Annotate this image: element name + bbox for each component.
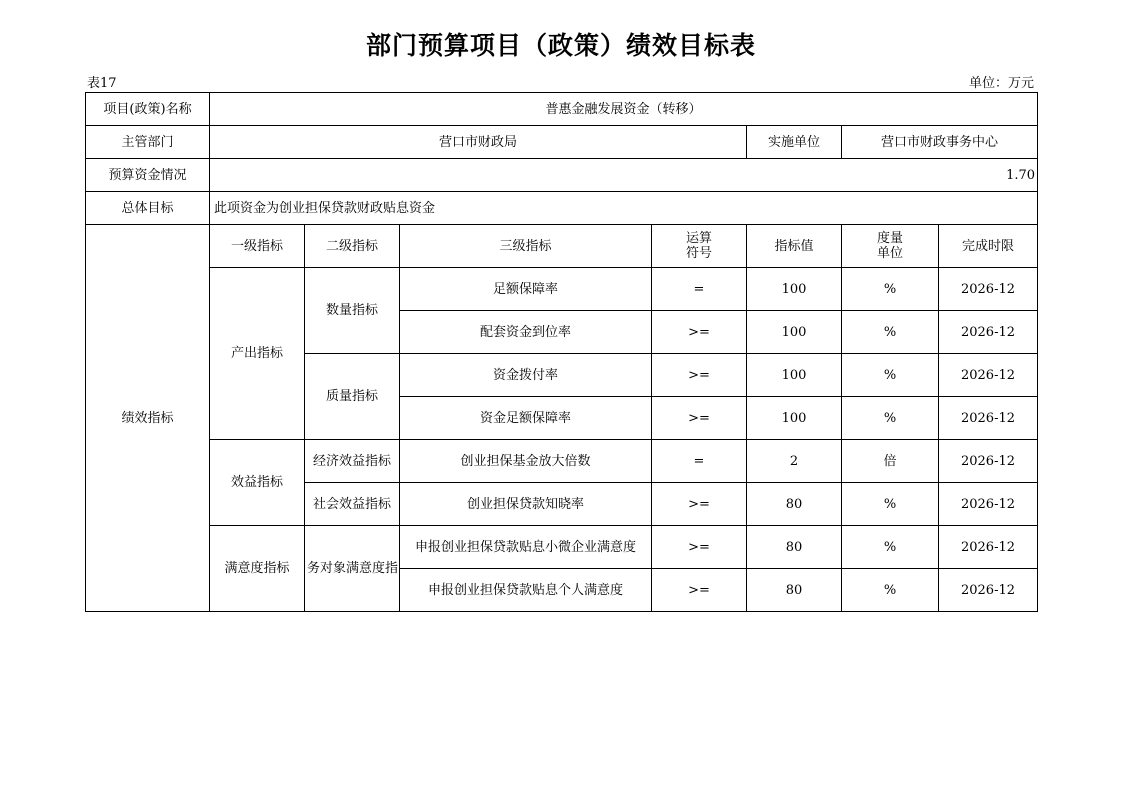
table-row bbox=[86, 268, 1038, 311]
perf-label: 绩效指标 bbox=[86, 225, 210, 612]
row-name: 创业担保基金放大倍数 bbox=[400, 440, 652, 483]
row-unit: % bbox=[842, 311, 939, 354]
row-value: 100 bbox=[747, 268, 842, 311]
budget-value: 1.70 bbox=[210, 159, 1038, 192]
row-deadline: 2026-12 bbox=[939, 569, 1038, 612]
row-operator: >= bbox=[652, 569, 747, 612]
header-level2: 二级指标 bbox=[305, 225, 400, 268]
level1-benefit: 效益指标 bbox=[210, 440, 305, 526]
header-unit-line2: 单位 bbox=[876, 246, 903, 261]
row-name: 资金拨付率 bbox=[400, 354, 652, 397]
row-deadline: 2026-12 bbox=[939, 440, 1038, 483]
unit-label: 单位：万元 bbox=[968, 76, 1034, 91]
row-operator: >= bbox=[652, 354, 747, 397]
dept-label: 主管部门 bbox=[86, 126, 210, 159]
row-unit: 倍 bbox=[842, 440, 939, 483]
row-operator: >= bbox=[652, 526, 747, 569]
row-deadline: 2026-12 bbox=[939, 483, 1038, 526]
level1-output: 产出指标 bbox=[210, 268, 305, 440]
header-unit-line1: 度量 bbox=[876, 231, 903, 246]
row-deadline: 2026-12 bbox=[939, 397, 1038, 440]
header-level3: 三级指标 bbox=[400, 225, 652, 268]
performance-table bbox=[85, 92, 1038, 612]
header-deadline: 完成时限 bbox=[939, 225, 1038, 268]
row-value: 80 bbox=[747, 526, 842, 569]
impl-value: 营口市财政事务中心 bbox=[842, 126, 1038, 159]
row-unit: % bbox=[842, 397, 939, 440]
table-number: 表17 bbox=[87, 76, 117, 91]
header-value: 指标值 bbox=[747, 225, 842, 268]
row-deadline: 2026-12 bbox=[939, 311, 1038, 354]
row-operator: >= bbox=[652, 483, 747, 526]
level2-service: 务对象满意度指 bbox=[305, 526, 400, 612]
dept-value: 营口市财政局 bbox=[210, 126, 747, 159]
row-unit: % bbox=[842, 526, 939, 569]
row-value: 100 bbox=[747, 354, 842, 397]
row-operator: >= bbox=[652, 311, 747, 354]
header-operator-line2: 符号 bbox=[685, 246, 712, 261]
project-name-label: 项目(政策)名称 bbox=[86, 93, 210, 126]
row-value: 2 bbox=[747, 440, 842, 483]
level2-quality: 质量指标 bbox=[305, 354, 400, 440]
header-level1: 一级指标 bbox=[210, 225, 305, 268]
row-unit: % bbox=[842, 354, 939, 397]
goal-label: 总体目标 bbox=[86, 192, 210, 225]
row-unit: % bbox=[842, 483, 939, 526]
row-name: 配套资金到位率 bbox=[400, 311, 652, 354]
row-value: 100 bbox=[747, 397, 842, 440]
level2-social: 社会效益指标 bbox=[305, 483, 400, 526]
goal-value: 此项资金为创业担保贷款财政贴息资金 bbox=[210, 192, 1038, 225]
page-title: 部门预算项目（政策）绩效目标表 bbox=[365, 31, 756, 60]
level2-quantity: 数量指标 bbox=[305, 268, 400, 354]
row-deadline: 2026-12 bbox=[939, 526, 1038, 569]
row-name: 资金足额保障率 bbox=[400, 397, 652, 440]
row-name: 足额保障率 bbox=[400, 268, 652, 311]
header-operator bbox=[652, 225, 747, 268]
row-operator: = bbox=[652, 440, 747, 483]
row-unit: % bbox=[842, 268, 939, 311]
table-row bbox=[86, 526, 1038, 569]
row-value: 80 bbox=[747, 569, 842, 612]
level2-economic: 经济效益指标 bbox=[305, 440, 400, 483]
header-unit bbox=[842, 225, 939, 268]
row-operator: >= bbox=[652, 397, 747, 440]
table-row bbox=[86, 440, 1038, 483]
budget-label: 预算资金情况 bbox=[86, 159, 210, 192]
row-deadline: 2026-12 bbox=[939, 354, 1038, 397]
row-deadline: 2026-12 bbox=[939, 268, 1038, 311]
project-name-value: 普惠金融发展资金（转移） bbox=[210, 93, 1038, 126]
impl-label: 实施单位 bbox=[747, 126, 842, 159]
row-name: 创业担保贷款知晓率 bbox=[400, 483, 652, 526]
row-operator: = bbox=[652, 268, 747, 311]
row-name: 申报创业担保贷款贴息小微企业满意度 bbox=[400, 526, 652, 569]
row-unit: % bbox=[842, 569, 939, 612]
header-operator-line1: 运算 bbox=[685, 231, 712, 246]
row-name: 申报创业担保贷款贴息个人满意度 bbox=[400, 569, 652, 612]
row-value: 100 bbox=[747, 311, 842, 354]
row-value: 80 bbox=[747, 483, 842, 526]
level1-satisfaction: 满意度指标 bbox=[210, 526, 305, 612]
